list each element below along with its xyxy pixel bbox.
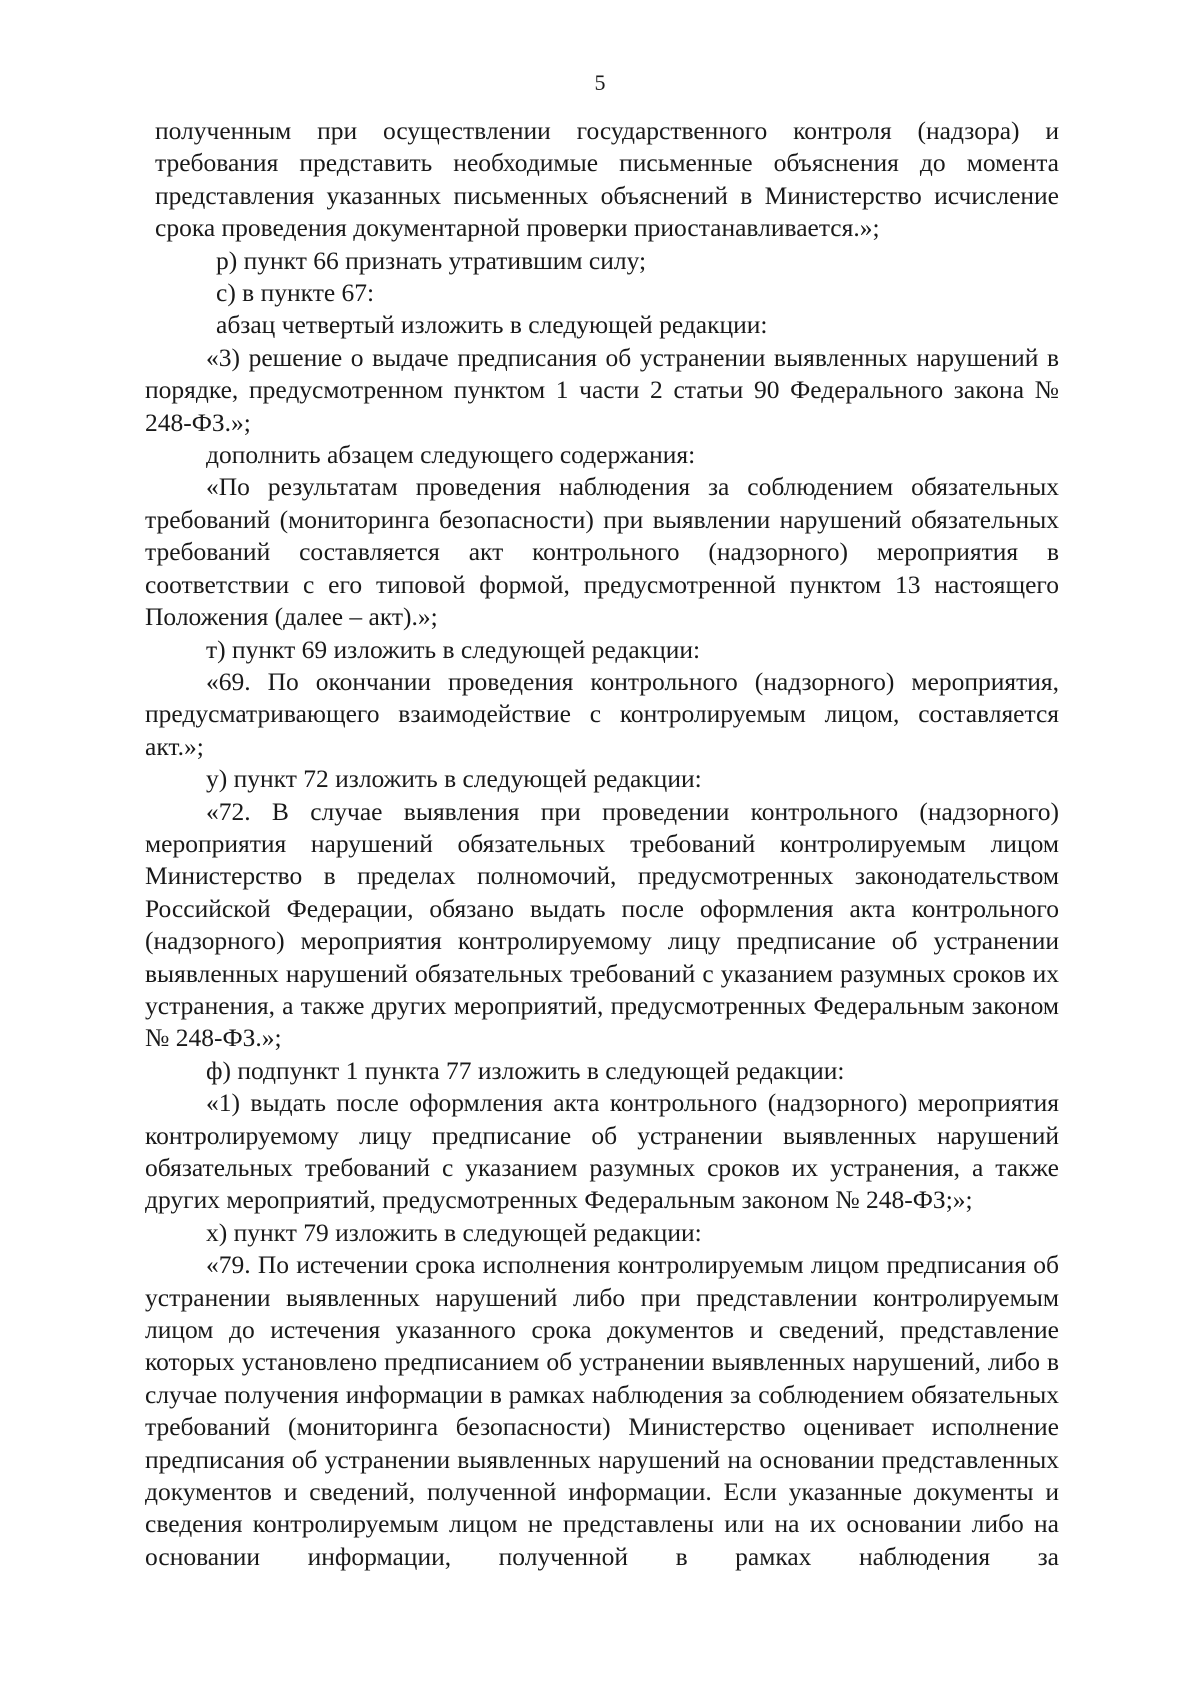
- document-body: [145, 115, 1059, 1573]
- paragraph-abzac-chetvertyi: абзац четвертый изложить в следующей редакции:: [216, 310, 768, 340]
- paragraph-quote-69: «69. По окончании проведения контрольного (надзорного) мероприятия, предусматривающего взаимодействие с контролируемым лицом, составляется акт.»;: [145, 666, 1059, 761]
- paragraph-item-h: х) пункт 79 изложить в следующей редакции:: [206, 1217, 702, 1247]
- paragraph-quote-72: «72. В случае выявления при проведении контрольного (надзорного) мероприятия нарушений обязательных требований контролируемым лицом Министерство в пределах полномочий, предусмотренных законодательством Российской Федерации, обязано выдать после оформления акта контрольного (надзорного) мероприятия контролируемому лицу предписание об устранении выявленных нарушений обязательных требований с указанием разумных сроков их устранения, а также других мероприятий, предусмотренных Федеральным законом № 248-ФЗ.»;: [145, 796, 1059, 1053]
- paragraph-quote-po-rezultatam: «По результатам проведения наблюдения за соблюдением обязательных требований (мониторинга безопасности) при выявлении нарушений обязательных требований составляется акт контрольного (надзорного) мероприятия в соответствии с его типовой формой, предусмотренной пунктом 13 настоящего Положения (далее – акт).»;: [145, 472, 1059, 632]
- paragraph-item-r: р) пункт 66 признать утратившим силу;: [216, 245, 647, 275]
- paragraph-quote-1: «1) выдать после оформления акта контрольного (надзорного) мероприятия контролируемому лицу предписание об устранении выявленных нарушений обязательных требований с указанием разумных сроков их устранения, а также других мероприятий, предусмотренных Федеральным законом № 248-ФЗ;»;: [145, 1088, 1059, 1215]
- paragraph-continuation: полученным при осуществлении государственного контроля (надзора) и требования представить необходимые письменные объяснения до момента представления указанных письменных объяснений в Министерство исчисление срока проведения документарной проверки приостанавливается.»;: [155, 116, 1059, 243]
- paragraph-item-u: у) пункт 72 изложить в следующей редакции:: [206, 764, 702, 794]
- paragraph-quote-3: «3) решение о выдаче предписания об устранении выявленных нарушений в порядке, предусмотренном пунктом 1 части 2 статьи 90 Федерального закона № 248-ФЗ.»;: [145, 342, 1059, 437]
- page-number: 5: [594, 70, 606, 95]
- paragraph-dopolnit-abzacem: дополнить абзацем следующего содержания:: [206, 440, 696, 470]
- paragraph-quote-79: «79. По истечении срока исполнения контролируемым лицом предписания об устранении выявленных нарушений либо при представлении контролируемым лицом до истечения указанного срока документов и сведений, представление которых установлено предписанием об устранении выявленных нарушений, либо в случае получения информации в рамках наблюдения за соблюдением обязательных требований (мониторинга безопасности) Министерство оценивает исполнение предписания об устранении выявленных нарушений на основании представленных документов и сведений, полученной информации. Если указанные документы и сведения контролируемым лицом не представлены или на их основании либо на основании информации, полученной в рамках наблюдения за: [145, 1250, 1059, 1571]
- paragraph-item-s: с) в пункте 67:: [216, 278, 375, 308]
- paragraph-item-t: т) пункт 69 изложить в следующей редакции:: [206, 634, 701, 664]
- paragraph-item-f: ф) подпункт 1 пункта 77 изложить в следующей редакции:: [206, 1055, 845, 1085]
